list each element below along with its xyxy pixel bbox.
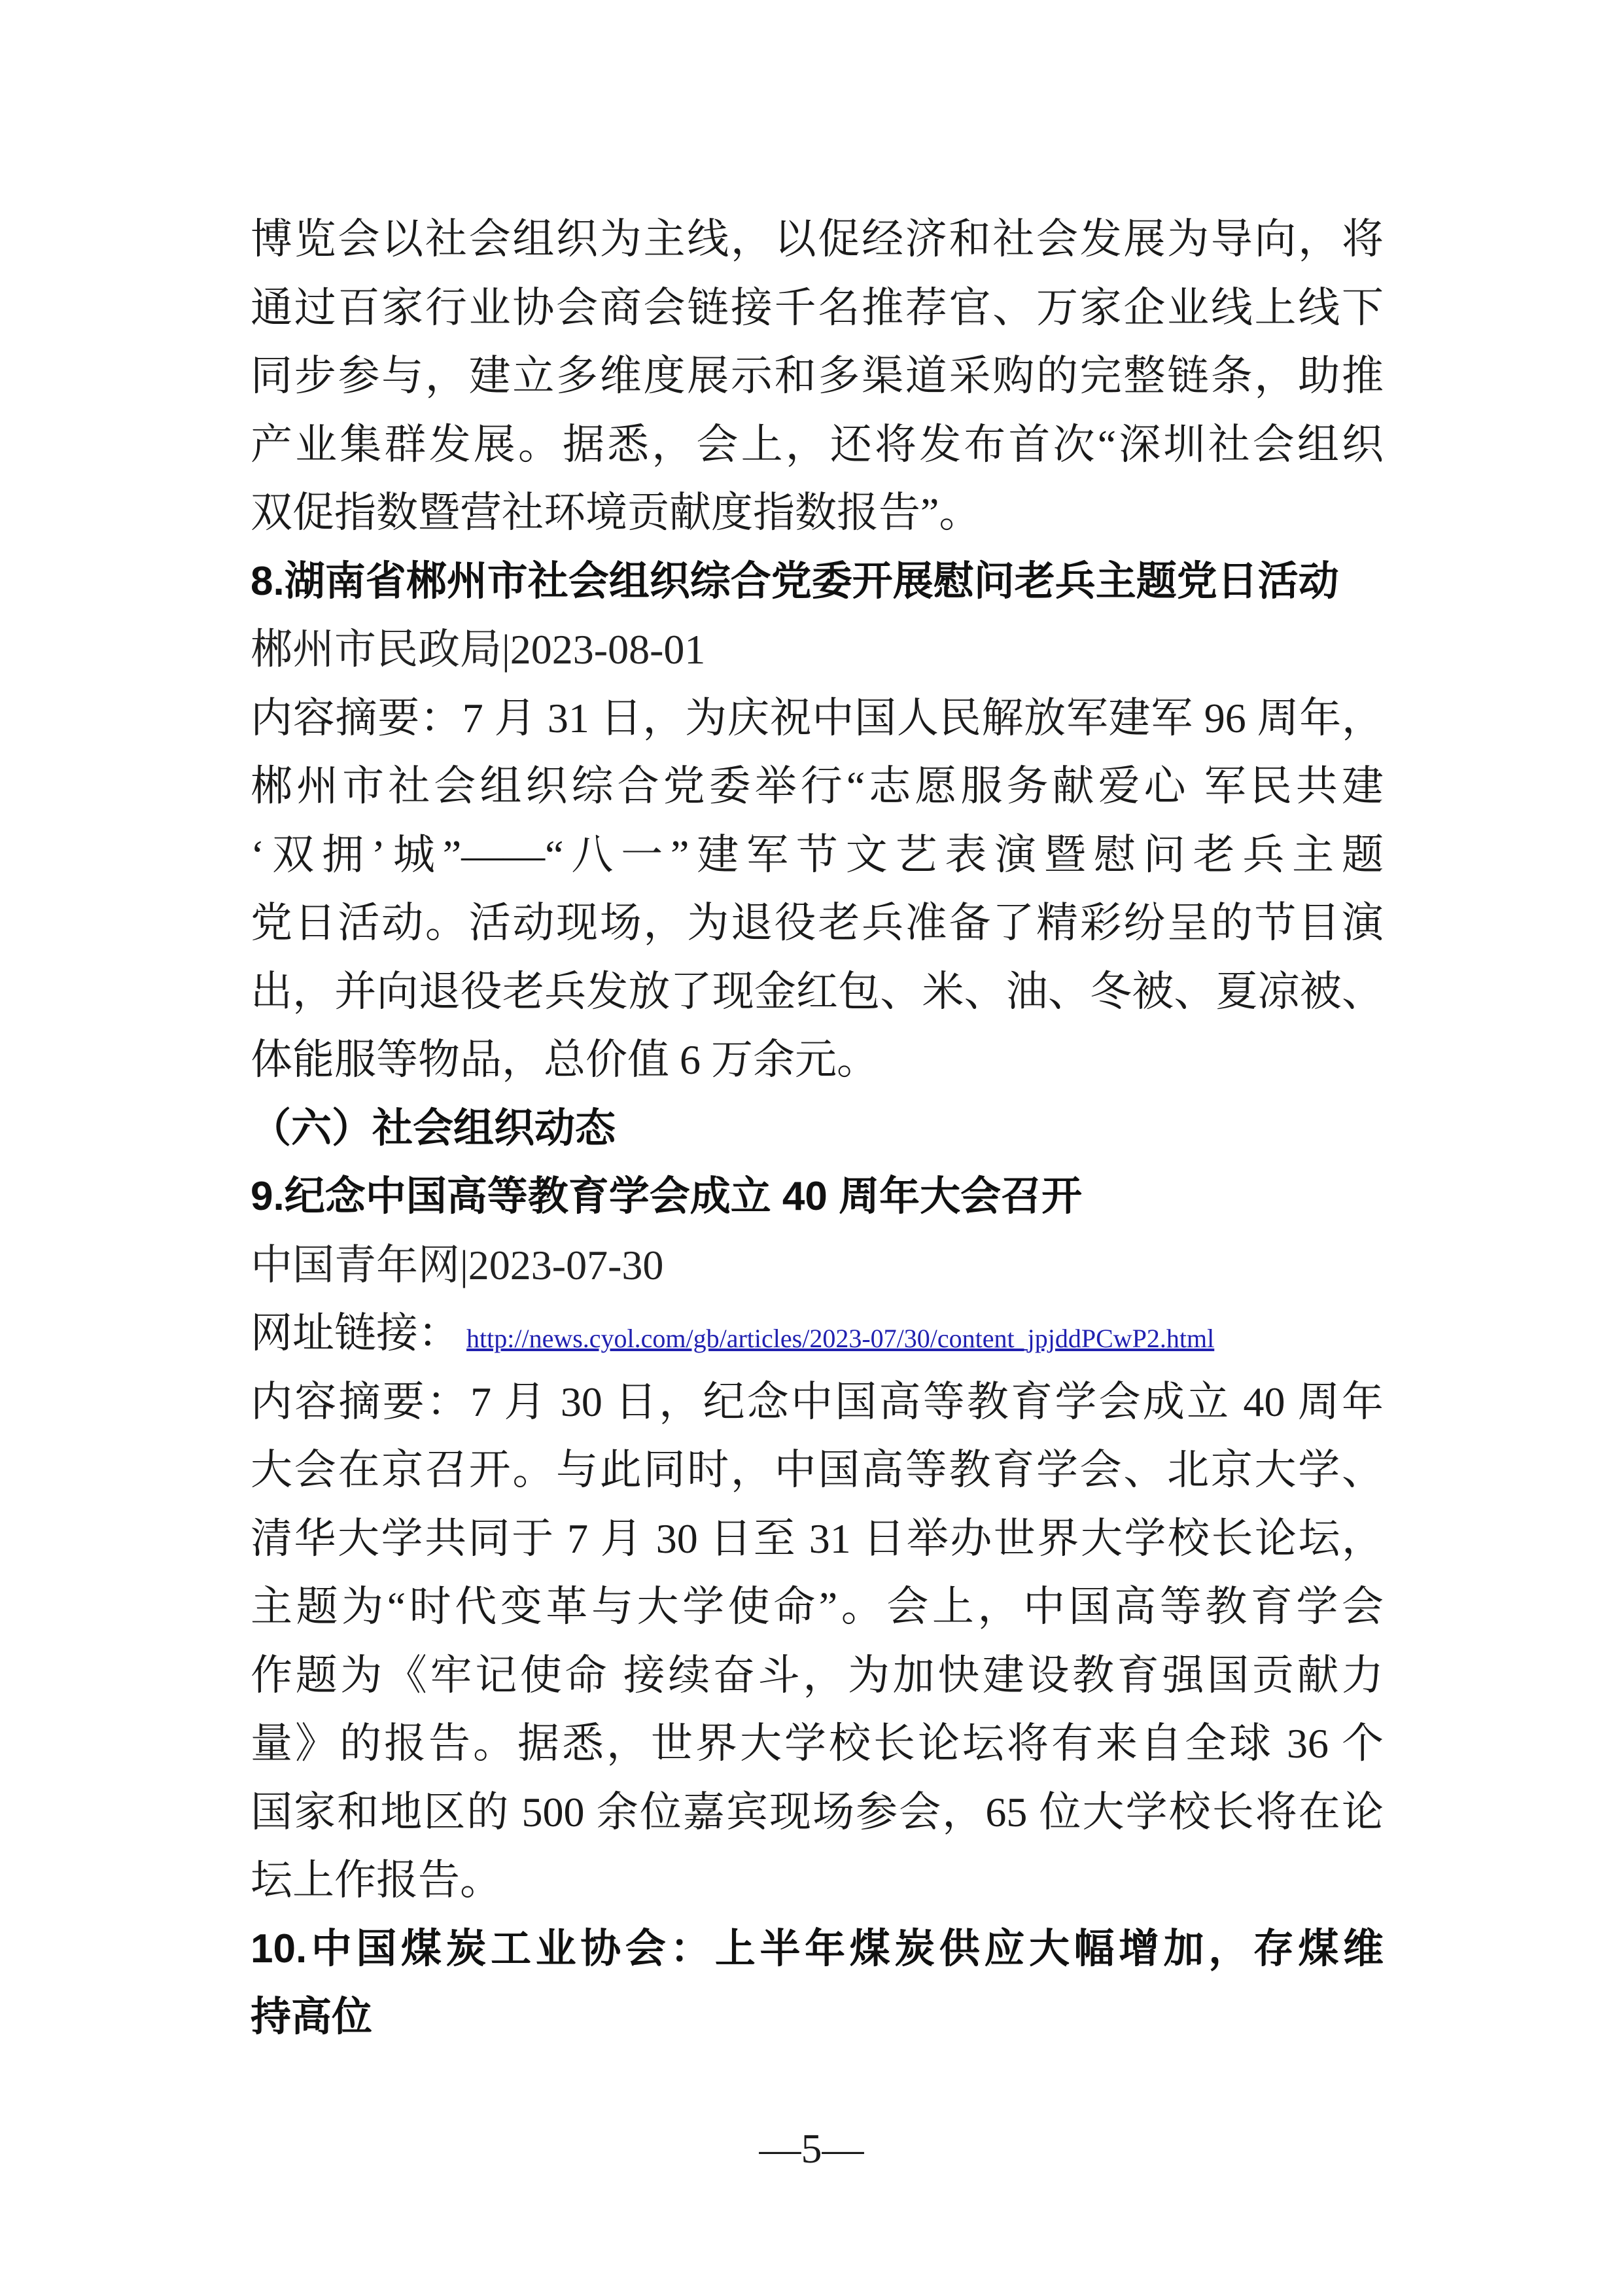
item8-summary-line: 内容摘要：7 月 31 日，为庆祝中国人民解放军建军 96 周年，	[251, 694, 1384, 741]
item8-title: 8.湖南省郴州市社会组织综合党委开展慰问老兵主题党日活动	[251, 558, 1339, 604]
item9-summary-line: 内容摘要：7 月 30 日，纪念中国高等教育学会成立 40 周年	[251, 1378, 1384, 1425]
item8-summary-line: ‘双拥’城”——“八一”建军节文艺表演暨慰问老兵主题	[251, 831, 1384, 878]
item9-summary-line: 主题为“时代变革与大学使命”。会上，中国高等教育学会	[251, 1583, 1384, 1630]
item10-title-line: 持高位	[251, 1994, 373, 2040]
continuation-line: 产业集群发展。据悉，会上，还将发布首次“深圳社会组织	[251, 421, 1384, 468]
item8-summary-line: 郴州市社会组织综合党委举行“志愿服务献爱心 军民共建	[251, 763, 1384, 809]
item9-summary-line: 大会在京召开。与此同时，中国高等教育学会、北京大学、	[251, 1447, 1384, 1493]
continuation-line: 同步参与，建立多维度展示和多渠道采购的完整链条，助推	[251, 353, 1384, 399]
item9-summary-line: 坛上作报告。	[251, 1857, 502, 1903]
item8-source: 郴州市民政局|2023-08-01	[251, 626, 706, 673]
item9-summary-line: 量》的报告。据悉，世界大学校长论坛将有来自全球 36 个	[251, 1720, 1384, 1767]
item8-summary-line: 党日活动。活动现场，为退役老兵准备了精彩纷呈的节目演	[251, 900, 1384, 946]
item9-summary-line: 国家和地区的 500 余位嘉宾现场参会，65 位大学校长将在论	[251, 1788, 1384, 1835]
article-link[interactable]: http://news.cyol.com/gb/articles/2023-07/30/content_jpjddPCwP2.html	[466, 1324, 1215, 1353]
page-number: —5—	[759, 2125, 864, 2172]
item8-summary-line: 出，并向退役老兵发放了现金红包、米、油、冬被、夏凉被、	[251, 968, 1384, 1015]
item9-title: 9.纪念中国高等教育学会成立 40 周年大会召开	[251, 1174, 1083, 1219]
section-heading: （六）社会组织动态	[251, 1105, 616, 1151]
item9-summary-line: 清华大学共同于 7 月 30 日至 31 日举办世界大学校长论坛，	[251, 1515, 1384, 1562]
continuation-line: 博览会以社会组织为主线，以促经济和社会发展为导向，将	[251, 216, 1384, 262]
page-content	[251, 205, 1384, 2052]
item9-link-label: 网址链接：	[251, 1310, 460, 1356]
item8-summary-line: 体能服等物品，总价值 6 万余元。	[251, 1036, 879, 1083]
item9-summary-line: 作题为《牢记使命 接续奋斗，为加快建设教育强国贡献力	[251, 1651, 1384, 1699]
continuation-line: 通过百家行业协会商会链接千名推荐官、万家企业线上线下	[251, 284, 1384, 331]
continuation-line: 双促指数暨营社环境贡献度指数报告”。	[251, 489, 981, 536]
item10-title-line: 10.中国煤炭工业协会：上半年煤炭供应大幅增加，存煤维	[251, 1926, 1384, 1971]
item9-source: 中国青年网|2023-07-30	[251, 1241, 664, 1288]
item9-link-row	[251, 1299, 1384, 1368]
